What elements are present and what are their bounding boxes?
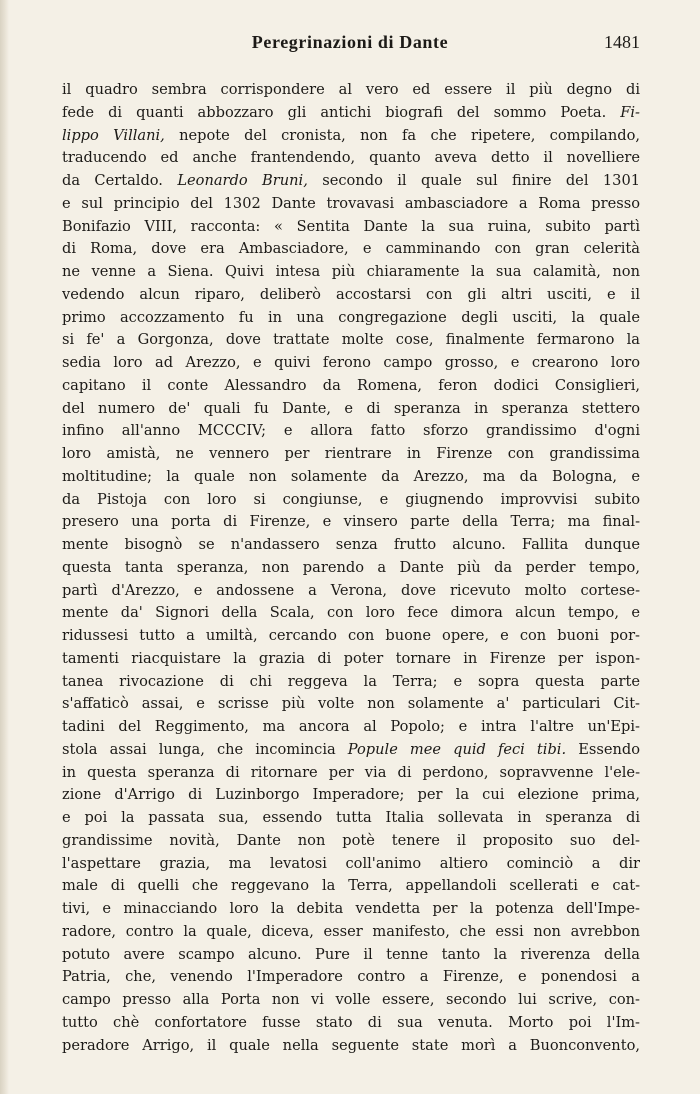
text-segment: in questa speranza di ritornare per via di perdono, sopravvenne l'ele- <box>62 763 640 781</box>
text-segment: moltitudine; la quale non solamente da Arezzo, ma da Bologna, e <box>62 467 640 485</box>
text-segment: ridussesi tutto a umiltà, cercando con buone opere, e con buoni por- <box>62 627 640 644</box>
text-segment: nepote del cronista, non fa che ripetere, compilando, <box>164 126 640 144</box>
text-segment: secondo il quale sul finire del 1301 <box>307 172 640 189</box>
text-line <box>62 261 640 284</box>
text-segment: l'aspettare grazia, ma levatosi coll'animo altiero cominciò a dir <box>62 854 640 872</box>
text-line <box>62 966 640 989</box>
text-line <box>62 443 640 466</box>
text-line <box>62 648 640 671</box>
text-segment: stola assai lunga, che incomincia <box>62 740 348 758</box>
page-edge-shadow <box>0 0 9 1094</box>
running-title: Peregrinazioni di Dante <box>251 32 449 52</box>
text-segment: tanea rivocazione di chi reggeva la Terra; e sopra questa parte <box>62 672 640 690</box>
page-header <box>60 32 640 56</box>
text-line <box>62 147 640 170</box>
text-segment: fede di quanti abbozzaro gli antichi biografi del sommo Poeta. <box>62 103 621 121</box>
text-line <box>62 102 640 125</box>
text-line <box>62 511 640 534</box>
text-line <box>62 739 640 762</box>
text-segment: questa tanta speranza, non parendo a Dante più da perder tempo, <box>62 558 640 576</box>
text-segment: tamenti riacquistare la grazia di poter tornare in Firenze per ispon- <box>62 649 640 667</box>
text-line <box>62 193 640 216</box>
text-line <box>62 693 640 716</box>
text-segment: e sul principio del 1302 Dante trovavasi ambasciadore a Roma presso <box>62 194 640 212</box>
text-line <box>62 830 640 853</box>
text-line <box>62 466 640 489</box>
text-line <box>62 534 640 557</box>
text-line <box>62 420 640 443</box>
text-line <box>62 375 640 398</box>
text-segment: da Pistoja con loro si congiunse, e giugnendo improvvisi subito <box>62 490 640 508</box>
text-line <box>62 898 640 921</box>
page-number: 1481 <box>604 32 640 52</box>
text-segment: grandissime novità, Dante non potè tenere il proposito suo del- <box>62 831 640 849</box>
italic-segment: Leonardo Bruni, <box>177 172 308 189</box>
text-segment: del numero de' quali fu Dante, e di speranza in speranza stettero <box>62 399 640 417</box>
text-segment: traducendo ed anche frantendendo, quanto aveva detto il novelliere <box>62 149 640 167</box>
text-segment: e poi la passata sua, essendo tutta Italia sollevata in speranza di <box>62 809 640 826</box>
text-segment: partì d'Arezzo, e andossene a Verona, dove ricevuto molto cortese- <box>62 581 640 599</box>
text-segment: primo accozzamento fu in una congregazione degli usciti, la quale <box>62 308 640 326</box>
text-line <box>62 307 640 330</box>
text-line <box>62 352 640 375</box>
text-segment: s'affaticò assai, e scrisse più volte non solamente a' particulari Cit- <box>62 695 640 713</box>
text-segment: tadini del Reggimento, ma ancora al Popolo; e intra l'altre un'Epi- <box>62 718 640 735</box>
text-segment: sedia loro ad Arezzo, e quivi ferono campo grosso, e crearono loro <box>62 354 640 371</box>
text-line <box>62 1035 640 1058</box>
text-segment: Patria, che, venendo l'Imperadore contro a Firenze, e ponendosi a <box>62 968 640 986</box>
text-segment: male di quelli che reggevano la Terra, appellandoli scellerati e cat- <box>62 877 640 895</box>
text-segment: infino all'anno MCCCIV; e allora fatto sforzo grandissimo d'ogni <box>62 422 640 440</box>
text-line <box>62 671 640 694</box>
text-line <box>62 284 640 307</box>
text-line <box>62 170 640 193</box>
text-segment: da Certaldo. <box>62 172 178 189</box>
italic-segment: lippo Villani, <box>62 126 165 144</box>
text-segment: di Roma, dove era Ambasciadore, e camminando con gran celerità <box>62 240 640 258</box>
text-segment: mente da' Signori della Scala, con loro fece dimora alcun tempo, e <box>62 604 640 622</box>
text-line <box>62 398 640 421</box>
text-segment: Bonifazio VIII, racconta: « Sentita Dante la sua ruina, subito partì <box>62 217 640 235</box>
text-line <box>62 807 640 830</box>
text-line <box>62 944 640 967</box>
text-segment: il quadro sembra corrispondere al vero ed essere il più degno di <box>62 81 640 98</box>
text-line <box>62 602 640 625</box>
italic-segment: Fi- <box>620 103 640 121</box>
text-line <box>62 216 640 239</box>
text-line <box>62 716 640 739</box>
text-segment: loro amistà, ne vennero per rientrare in Firenze con grandissima <box>62 445 640 462</box>
text-line <box>62 784 640 807</box>
text-line <box>62 989 640 1012</box>
text-line <box>62 489 640 512</box>
text-segment: si fe' a Gorgonza, dove trattate molte cose, finalmente fermarono la <box>62 331 640 349</box>
text-segment: potuto avere scampo alcuno. Pure il tenne tanto la riverenza della <box>62 945 640 963</box>
text-line <box>62 557 640 580</box>
body-text <box>62 79 640 1057</box>
text-line <box>62 853 640 876</box>
text-segment: peradore Arrigo, il quale nella seguente state morì a Buonconvento, <box>62 1036 640 1054</box>
text-segment: presero una porta di Firenze, e vinsero parte della Terra; ma final- <box>62 513 640 531</box>
text-segment: radore, contro la quale, diceva, esser manifesto, che essi non avrebbon <box>62 922 640 940</box>
text-line <box>62 125 640 148</box>
text-line <box>62 238 640 261</box>
text-segment: capitano il conte Alessandro da Romena, feron dodici Consiglieri, <box>62 376 640 394</box>
text-line <box>62 1012 640 1035</box>
text-segment: mente bisognò se n'andassero senza frutto alcuno. Fallita dunque <box>62 536 640 553</box>
text-segment: zione d'Arrigo di Luzinborgo Imperadore; per la cui elezione prima, <box>62 786 640 804</box>
text-line <box>62 580 640 603</box>
text-segment: ne venne a Siena. Quivi intesa più chiaramente la sua calamità, non <box>62 263 640 280</box>
text-segment: tivi, e minacciando loro la debita vendetta per la potenza dell'Impe- <box>62 900 640 917</box>
text-segment: Essendo <box>566 740 640 758</box>
text-line <box>62 625 640 648</box>
text-segment: tutto chè confortatore fusse stato di sua venuta. Morto poi l'Im- <box>62 1013 640 1031</box>
text-line <box>62 921 640 944</box>
text-line <box>62 329 640 352</box>
text-line <box>62 79 640 102</box>
italic-segment: Popule mee quid feci tibi. <box>347 740 567 758</box>
text-line <box>62 762 640 785</box>
text-segment: vedendo alcun riparo, deliberò accostarsi con gli altri usciti, e il <box>62 285 640 303</box>
text-segment: campo presso alla Porta non vi volle essere, secondo lui scrive, con- <box>62 991 640 1008</box>
text-line <box>62 875 640 898</box>
